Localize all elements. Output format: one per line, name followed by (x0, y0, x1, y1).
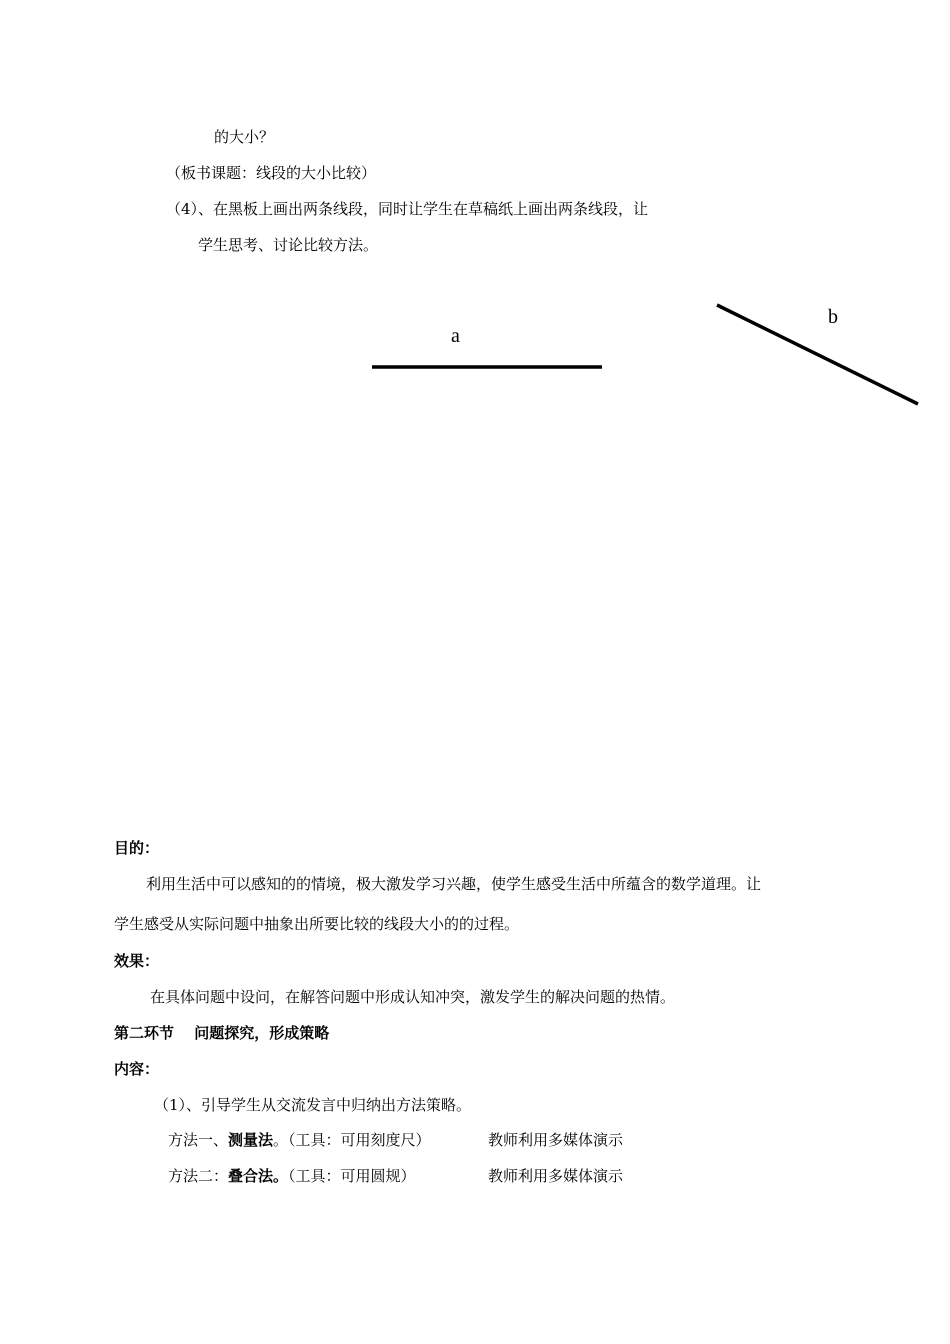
line-segment-figure (0, 0, 950, 460)
purpose-paragraph-line-2: 学生感受从实际问题中抽象出所要比较的线段大小的的过程。 (114, 915, 520, 933)
method-1-name: 测量法 (228, 1131, 274, 1149)
method-1-line (168, 1130, 431, 1150)
purpose-paragraph-line-1: 利用生活中可以感知的的情境，极大激发学习兴趣，使学生感受生活中所蕴含的数学道理。让 (146, 875, 762, 893)
segment-b (717, 305, 918, 404)
intro-line-1: 的大小？ (214, 128, 275, 146)
content-heading: 内容： (114, 1060, 160, 1078)
method-2-tool: （工具：可用圆规） (288, 1167, 416, 1185)
purpose-heading: 目的： (114, 839, 160, 857)
segment-a-label: a (451, 325, 460, 347)
section-title: 第二环节 问题探究，形成策略 (114, 1024, 330, 1042)
method-2-prefix: 方法二： (168, 1167, 229, 1185)
method-1-prefix: 方法一、 (168, 1131, 229, 1149)
intro-line-3: （4）、在黑板上画出两条线段，同时让学生在草稿纸上画出两条线段，让 (166, 200, 649, 218)
segment-b-label: b (828, 306, 838, 328)
method-2-name: 叠合法。 (228, 1167, 289, 1185)
intro-line-4: 学生思考、讨论比较方法。 (198, 236, 379, 254)
intro-line-2: （板书课题：线段的大小比较） (166, 164, 377, 182)
method-2-note: 教师利用多媒体演示 (488, 1167, 624, 1185)
content-item-1: （1）、引导学生从交流发言中归纳出方法策略。 (154, 1096, 472, 1114)
method-2-line (168, 1166, 416, 1186)
effect-heading: 效果： (114, 952, 160, 970)
method-1-note: 教师利用多媒体演示 (488, 1131, 624, 1149)
effect-paragraph: 在具体问题中设问，在解答问题中形成认知冲突，激发学生的解决问题的热情。 (150, 988, 676, 1006)
method-1-tool: 。（工具：可用刻度尺） (273, 1131, 431, 1149)
